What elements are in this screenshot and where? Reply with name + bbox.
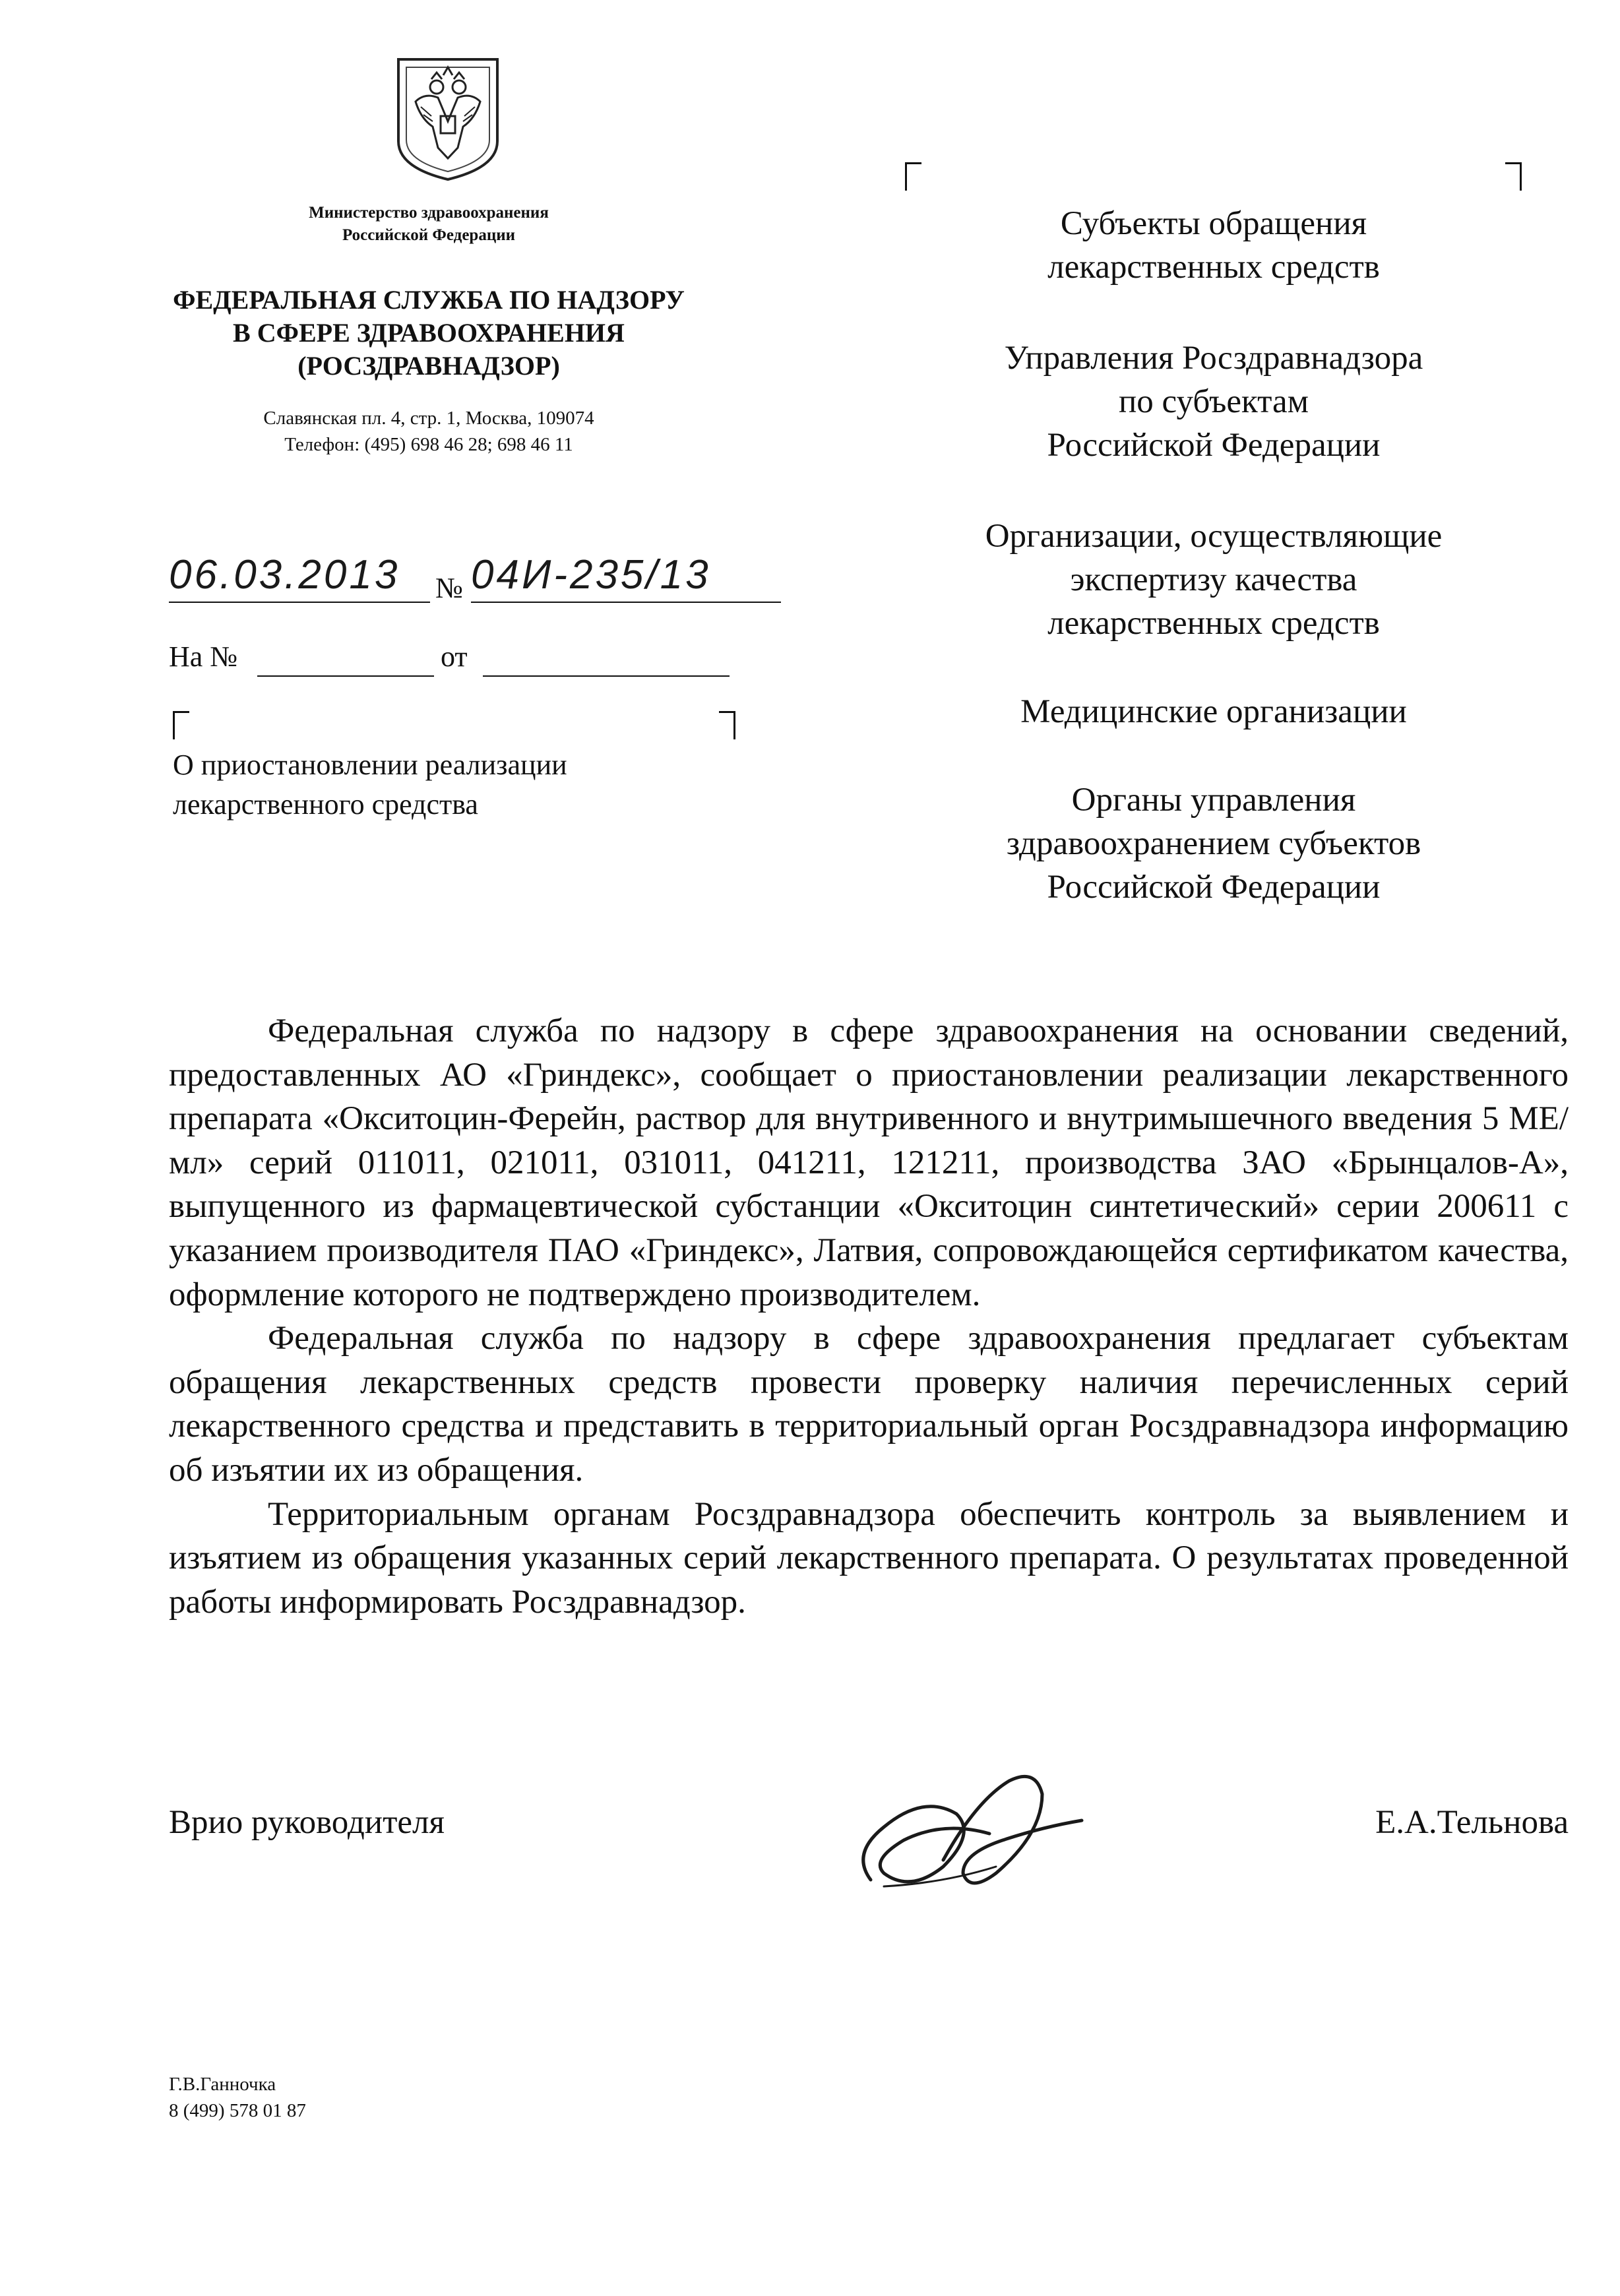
subject-corner-left — [173, 711, 189, 739]
executor-phone: 8 (499) 578 01 87 — [169, 2100, 306, 2121]
phone-line: Телефон: (495) 698 46 28; 698 46 11 — [284, 434, 573, 455]
addressee-1-line2: лекарственных средств — [1047, 249, 1380, 286]
service-name-line2: В СФЕРЕ ЗДРАВООХРАНЕНИЯ — [233, 318, 625, 348]
signatory-name: Е.А.Тельнова — [1375, 1804, 1569, 1841]
body-paragraph-3: Территориальным органам Росздравнадзора обеспечить контроль за выявлением и изъятием из обращения указанных серий лекарственного препарата. О результатах проведенной работы информировать Росздравнадзор. — [169, 1495, 1569, 1621]
reference-date-field — [483, 666, 730, 677]
reference-from-label: от — [441, 640, 468, 673]
address-line: Славянская пл. 4, стр. 1, Москва, 109074 — [263, 408, 594, 429]
registration-date-field — [169, 551, 430, 603]
reference-number-label: На № — [169, 640, 238, 673]
service-name-line3: (РОСЗДРАВНАДЗОР) — [297, 351, 560, 381]
addressee-corner-right — [1505, 162, 1522, 191]
signatory-position: Врио руководителя — [169, 1804, 445, 1841]
coat-of-arms-emblem — [392, 55, 504, 182]
handwritten-signature — [844, 1754, 1095, 1913]
number-sign: № — [435, 572, 463, 604]
ministry-name-line1: Министерство здравоохранения — [309, 204, 549, 222]
ministry-name-line2: Российской Федерации — [342, 226, 516, 244]
addressee-3-line3: лекарственных средств — [1047, 605, 1380, 642]
body-paragraph-2: Федеральная служба по надзору в сфере здравоохранения предлагает субъектам обращения лекарственных средств провести проверку наличия перечисленных серий лекарственного средства и представить в территориальный орган Росздравнадзора информацию об изъятии их из обращения. — [169, 1320, 1569, 1489]
addressee-corner-left — [905, 162, 921, 191]
addressee-2-line2: по субъектам — [1119, 383, 1309, 420]
addressee-5-line3: Российской Федерации — [1047, 869, 1381, 906]
subject-line1: О приостановлении реализации — [173, 749, 567, 781]
addressee-2-line3: Российской Федерации — [1047, 427, 1381, 464]
addressee-1-line1: Субъекты обращения — [1060, 205, 1367, 242]
addressee-3-line2: экспертизу качества — [1070, 561, 1357, 598]
subject-line2: лекарственного средства — [173, 788, 478, 821]
registration-date: 06.03.2013 — [169, 552, 400, 598]
addressee-3-line1: Организации, осуществляющие — [985, 518, 1443, 555]
addressee-2-line1: Управления Росздравнадзора — [1004, 340, 1423, 377]
addressee-5-line2: здравоохранением субъектов — [1006, 825, 1421, 862]
letter-body — [169, 1009, 1569, 1624]
subject-corner-right — [719, 711, 735, 739]
reference-number-field — [257, 666, 434, 677]
addressee-4-line1: Медицинские организации — [1020, 693, 1407, 730]
registration-number: 04И-235/13 — [471, 552, 711, 598]
service-name-line1: ФЕДЕРАЛЬНАЯ СЛУЖБА ПО НАДЗОРУ — [173, 285, 685, 315]
addressee-5-line1: Органы управления — [1071, 782, 1356, 819]
body-paragraph-1: Федеральная служба по надзору в сфере здравоохранения на основании сведений, предоставленных АО «Гриндекс», сообщает о приостановлении реализации лекарственного препарата «Окситоцин-Ферейн, раствор для внутривенного и внутримышечного введения 5 МЕ/мл» серий 011011, 021011, 031011, 041211, 121211, производства ЗАО «Брынцалов-А», выпущенного из фармацевтической субстанции «Окситоцин синтетический» серии 200611 с указанием производителя ПАО «Гриндекс», Латвия, сопровождающейся сертификатом качества, оформление которого не подтверждено производителем. — [169, 1012, 1569, 1313]
executor-name: Г.В.Ганночка — [169, 2074, 276, 2095]
registration-number-field — [471, 551, 781, 603]
